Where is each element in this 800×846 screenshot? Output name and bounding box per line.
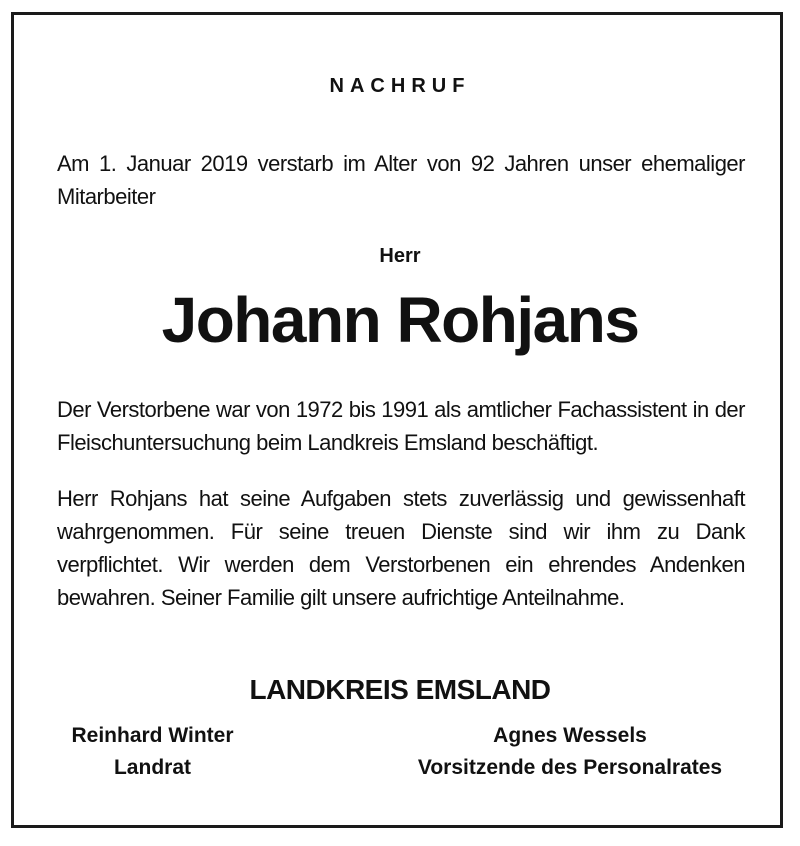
- signatory-left: [40, 720, 265, 784]
- biography-paragraph: Der Verstorbene war von 1972 bis 1991 als amtlicher Fachassistent in der Fleischuntersuchung beim Landkreis Emsland beschäftigt.: [57, 397, 745, 455]
- organization-name: LANDKREIS EMSLAND: [249, 674, 551, 705]
- signatory-right: [395, 720, 745, 784]
- signatory-name: Agnes Wessels: [493, 724, 647, 747]
- honorific: Herr: [379, 245, 421, 267]
- tribute-paragraph: Herr Rohjans hat seine Aufgaben stets zuverlässig und gewissenhaft wahrgenommen. Für seine treuen Dienste sind wir ihm zu Dank verpflichtet. Wir werden dem Verstorbenen ein ehrendes Andenken bewahren. Seiner Familie gilt unsere aufrichtige Anteilnahme.: [57, 486, 745, 610]
- signatory-title: Landrat: [113, 756, 191, 779]
- signatory-name: Reinhard Winter: [71, 724, 234, 747]
- intro-paragraph: Am 1. Januar 2019 verstarb im Alter von 92 Jahren unser ehemaliger Mitarbeiter: [57, 151, 745, 209]
- deceased-name: Johann Rohjans: [161, 284, 639, 356]
- signatory-title: Vorsitzende des Personalrates: [417, 756, 723, 779]
- notice-heading: NACHRUF: [329, 75, 471, 97]
